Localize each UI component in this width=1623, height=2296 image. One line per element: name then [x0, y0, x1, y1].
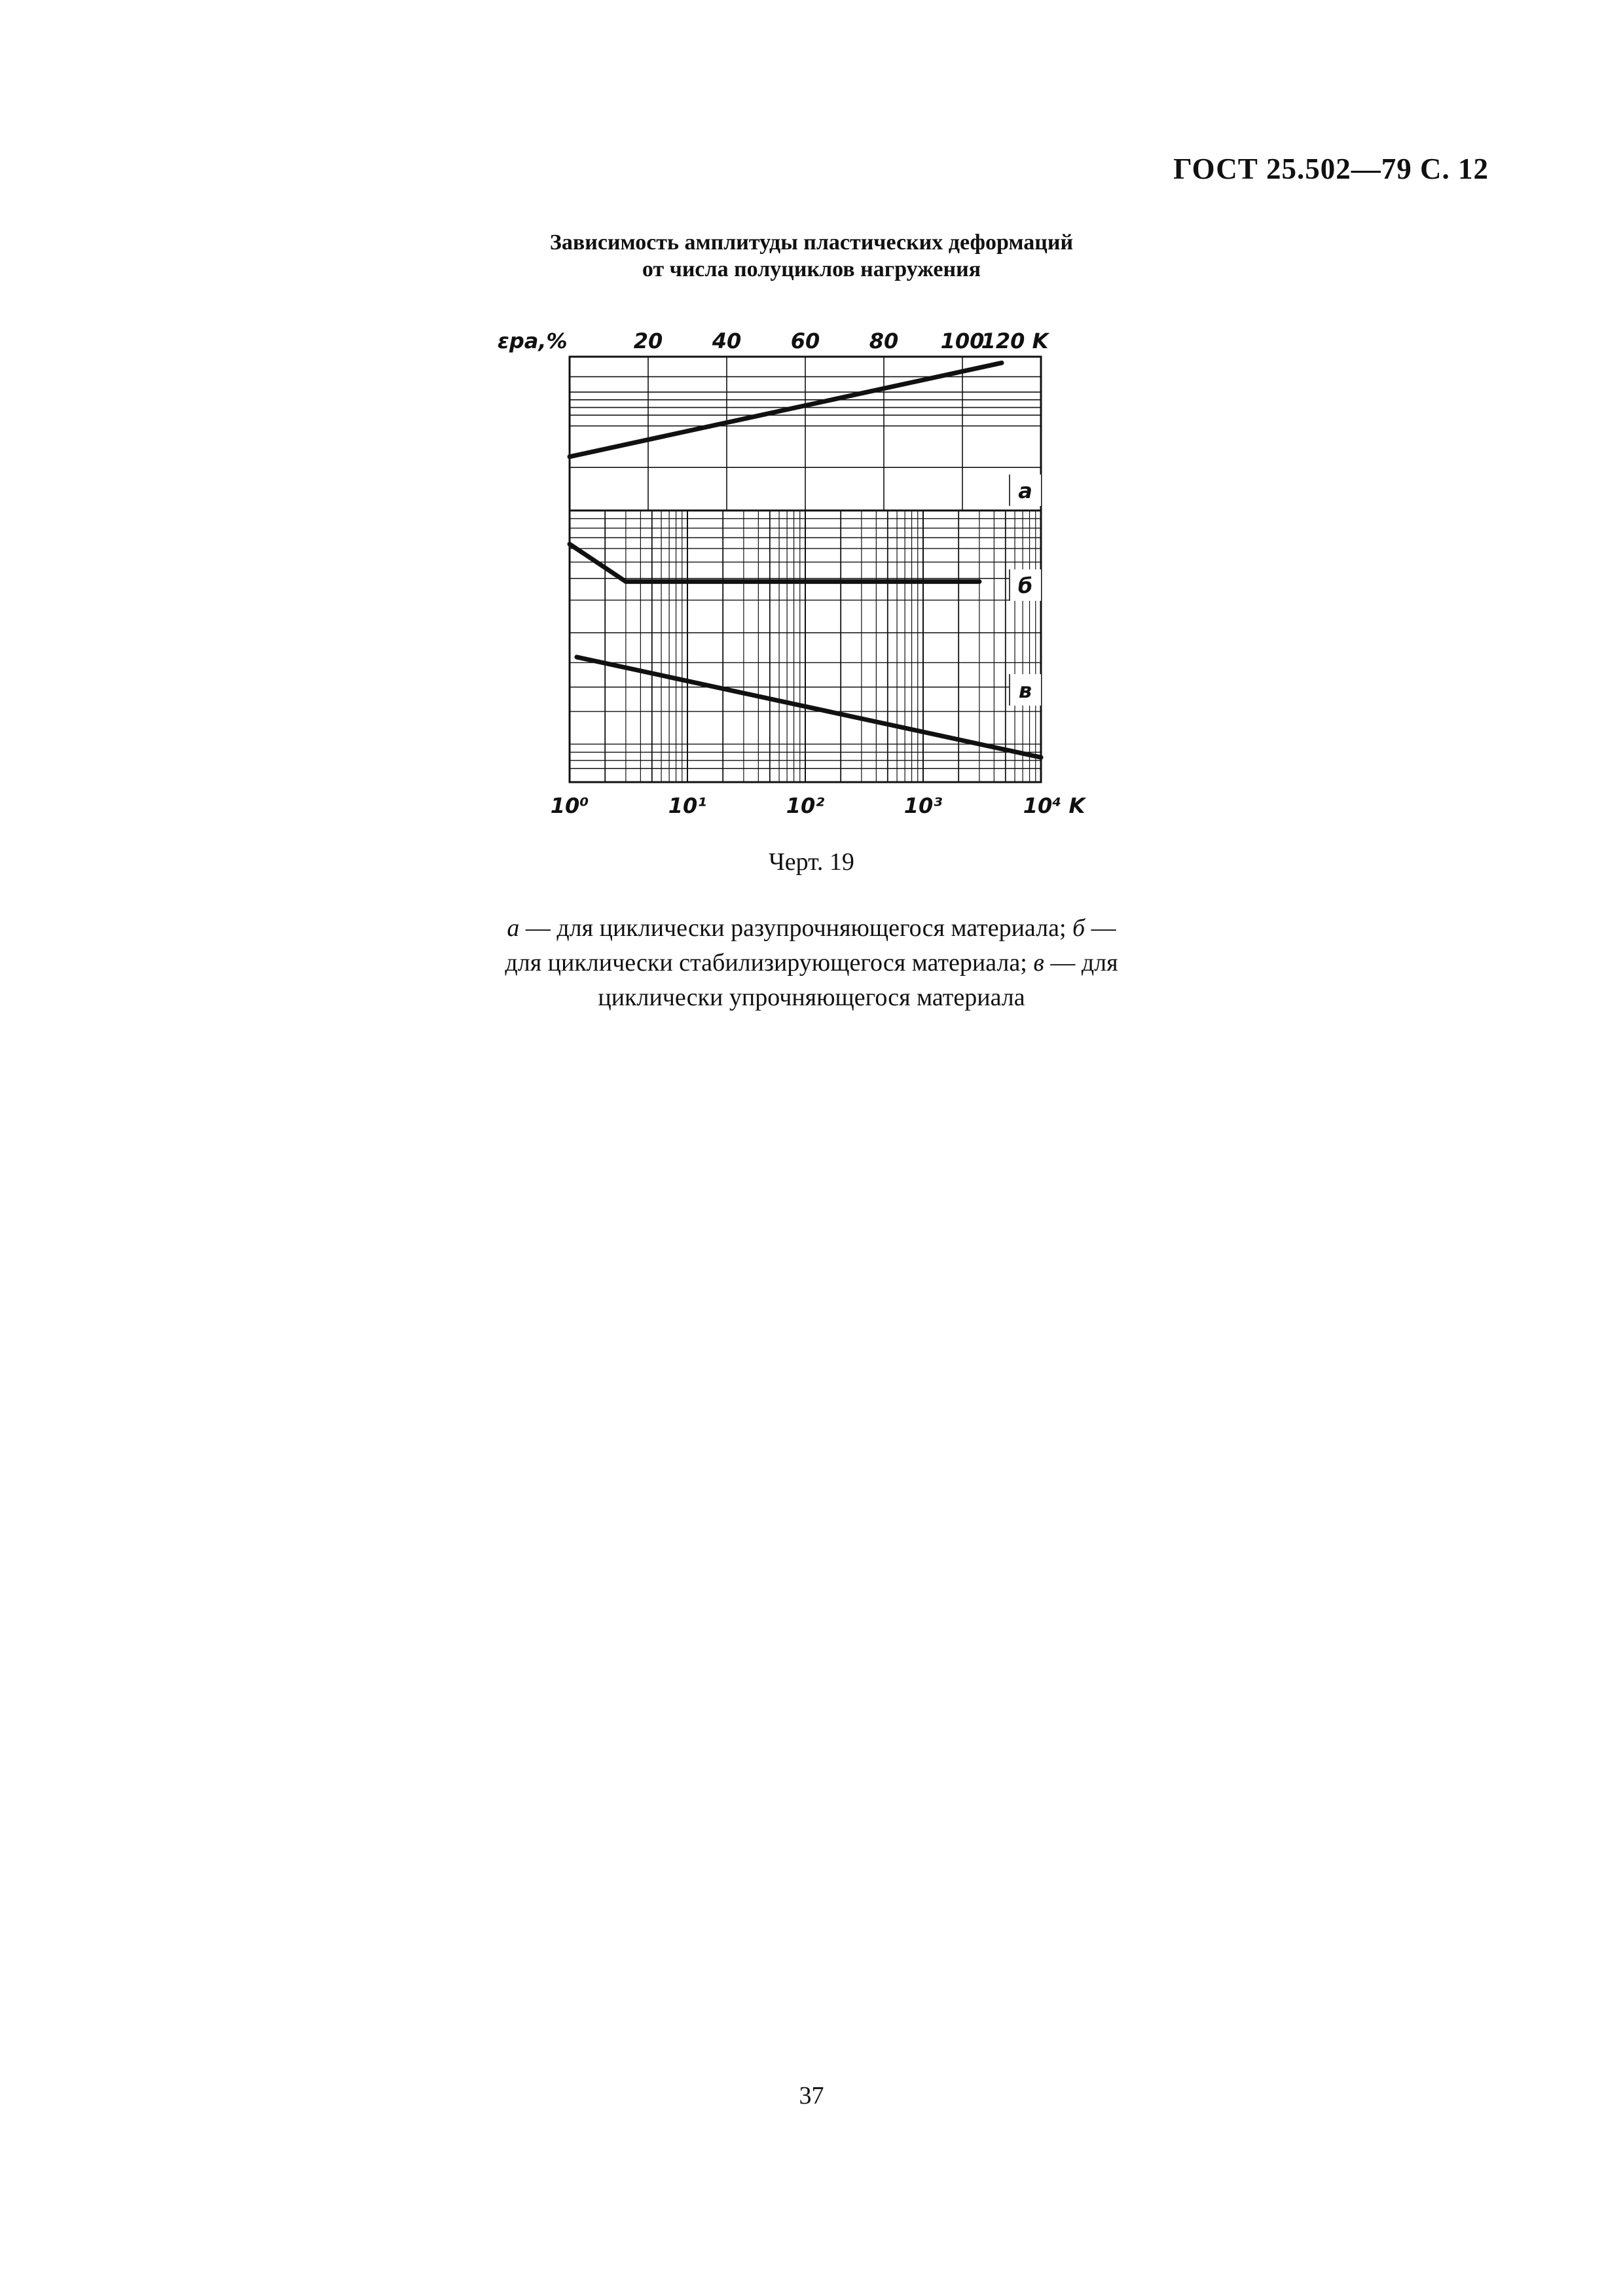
page-number: 37 [799, 2082, 824, 2109]
series-line-2-0 [577, 657, 1041, 757]
x-tick-bottom-4: 10⁴ K [1023, 793, 1085, 818]
legend-key-c: в [1033, 949, 1044, 977]
grid-layer [570, 357, 1041, 782]
x-tick-top-3: 80 [869, 329, 899, 353]
x-tick-top-4: 100 [940, 329, 985, 353]
label-layer [498, 329, 1086, 818]
legend-text-c-start: — для [1044, 949, 1118, 977]
panel-label-0: а [1018, 478, 1032, 503]
legend-text-b-start: — [1085, 914, 1116, 942]
standard-header: ГОСТ 25.502—79 С. 12 [1173, 152, 1489, 185]
x-tick-bottom-0: 10⁰ [550, 793, 589, 818]
figure-title [0, 229, 1623, 283]
x-tick-bottom-3: 10³ [903, 793, 943, 818]
y-axis-label: εpa,% [498, 329, 568, 353]
legend-line-1 [0, 911, 1623, 946]
legend-line-2 [0, 946, 1623, 980]
strain-amplitude-chart [458, 308, 1113, 831]
x-tick-bottom-2: 10² [786, 793, 825, 818]
figure-legend [0, 911, 1623, 1016]
figure-title-line-1: Зависимость амплитуды пластических деформаций [549, 230, 1074, 255]
legend-key-a: а [507, 914, 520, 942]
x-tick-top-1: 40 [712, 329, 742, 353]
panel-label-1: б [1017, 573, 1033, 598]
panel-label-2: в [1018, 678, 1032, 703]
legend-text-a: — для циклически разупрочняющегося материала; [519, 914, 1073, 942]
legend-text-c-end: циклически упрочняющегося материала [598, 984, 1025, 1012]
x-tick-top-2: 60 [790, 329, 820, 353]
legend-key-b: б [1072, 914, 1085, 942]
legend-text-b-end: для циклически стабилизирующегося материала; [505, 949, 1034, 977]
figure-title-line-2: от числа полуциклов нагружения [642, 257, 981, 282]
x-tick-bottom-1: 10¹ [668, 793, 707, 818]
figure-caption: Черт. 19 [769, 848, 854, 876]
legend-line-3 [0, 980, 1623, 1015]
x-tick-top-0: 20 [633, 329, 663, 353]
x-tick-top-5: 120 K [981, 329, 1049, 353]
